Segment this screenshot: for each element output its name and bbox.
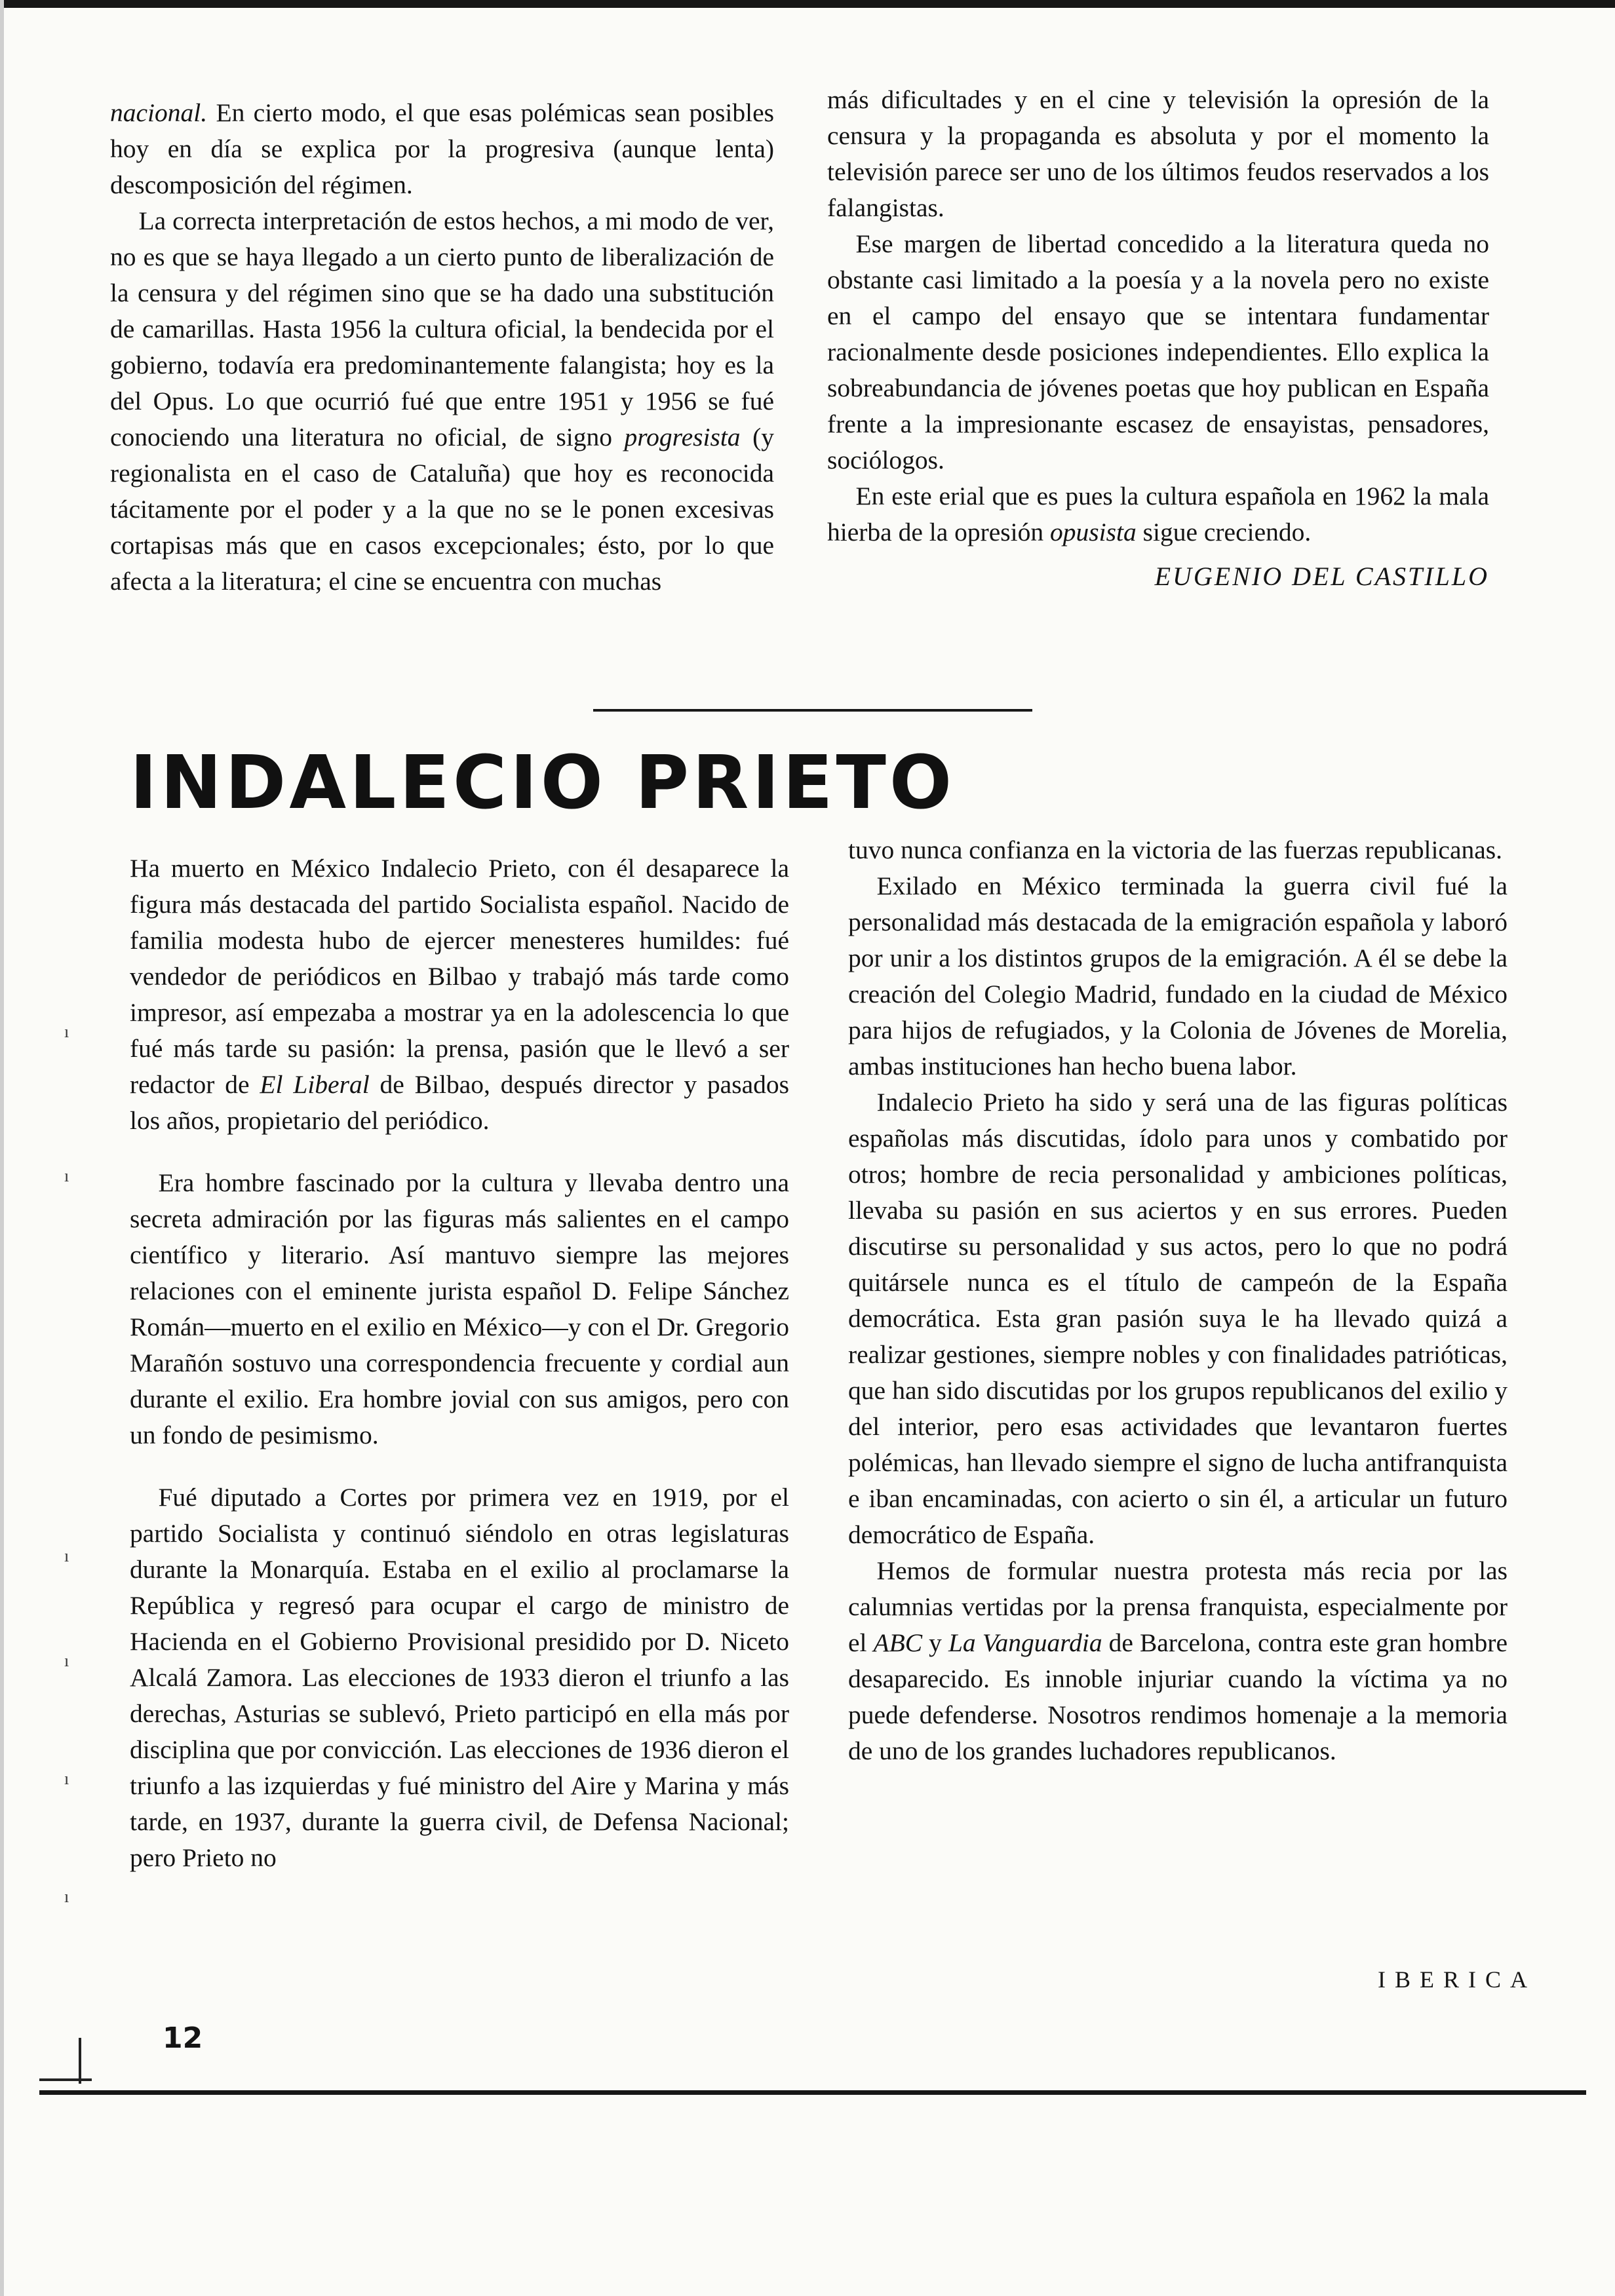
scan-left-edge [0, 0, 4, 2296]
italic-text: progresista [624, 423, 741, 451]
paragraph [130, 1480, 789, 1876]
paragraph-text: (y regionalista en el caso de Cataluña) que hoy es reconocida tácitamente por el poder y a la que no se le ponen excesivas cortapisas más que en casos excepcionales; ésto, por lo que afecta a la literatura; el cine se encuentra con muchas [110, 423, 774, 596]
italic-text: La Vanguardia [948, 1628, 1102, 1657]
binding-mark: ı [64, 1887, 69, 1906]
article-right-column [848, 832, 1508, 1769]
binding-mark: ı [64, 1022, 69, 1041]
italic-text: ABC [873, 1628, 923, 1657]
paragraph-text: En este erial que es pues la cultura española en 1962 la mala hierba de la opresión [827, 482, 1489, 546]
paragraph [848, 868, 1508, 1084]
paragraph-text: La correcta interpretación de estos hechos, a mi modo de ver, no es que se haya llegado a un cierto punto de liberalización de la censura y del régimen sino que se ha dado una substitución de camarillas. Hasta 1956 la cultura oficial, la bendecida por el gobierno, todavía era predominantemente falangista; hoy es la del Opus. Lo que ocurrió fué que entre 1951 y 1956 se fué conociendo una literatura no oficial, de signo [110, 206, 774, 451]
paragraph-text: Ha muerto en México Indalecio Prieto, con él desaparece la figura más destacada del partido Socialista español. Nacido de familia modesta hubo de ejercer menesteres humildes: fué vendedor de periódicos en Bilbao y trabajó más tarde como impresor, así empezaba a mostrar ya en la adolescencia lo que fué más tarde su pasión: la prensa, pasión que le llevó a ser redactor de [130, 854, 789, 1099]
paragraph [110, 95, 774, 203]
paragraph-text: sigue creciendo. [1136, 518, 1312, 546]
crop-mark [39, 2078, 92, 2081]
italic-text: El Liberal [260, 1070, 370, 1099]
paragraph-text: Era hombre fascinado por la cultura y llevaba dentro una secreta admiración por las figuras más salientes en el campo científico y literario. Así mantuvo siempre las mejores relaciones con el eminente jurista español D. Felipe Sánchez Román—muerto en el exilio en México—y con el Dr. Gregorio Marañón sostuvo una correspondencia frecuente y cordial aun durante el exilio. Era hombre jovial con sus amigos, pero con un fondo de pesimismo. [130, 1168, 789, 1449]
paragraph [848, 832, 1508, 868]
paragraph-text: de Barcelona, contra este gran hombre desaparecido. Es innoble injuriar cuando la víctima ya no puede defenderse. Nosotros rendimos homenaje a la memoria de uno de los grandes luchadores republicanos. [848, 1628, 1508, 1765]
binding-mark: ı [64, 1651, 69, 1670]
bottom-rule [39, 2090, 1586, 2095]
paragraph-text: En cierto modo, el que esas polémicas sean posibles hoy en día se explica por la progresiva (aunque lenta) descomposición del régimen. [110, 98, 774, 199]
paragraph-text: Exilado en México terminada la guerra civil fué la personalidad más destacada de la emigración española y laboró por unir a los distintos grupos de la emigración. A él se debe la creación del Colegio Madrid, fundado en la ciudad de México para hijos de refugiados, y la Colonia de Jóvenes de Morelia, ambas instituciones han hecho buena labor. [848, 871, 1508, 1081]
paragraph-text: Ese margen de libertad concedido a la literatura queda no obstante casi limitado a la poesía y a la novela pero no existe en el campo del ensayo que se intentara fundamentar racionalmente desde posiciones independientes. Ello explica la sobreabundancia de jóvenes poetas que hoy publican en España frente a la impresionante escasez de ensayistas, pensadores, sociólogos. [827, 229, 1489, 474]
crop-mark [79, 2038, 81, 2084]
article-left-column [130, 851, 789, 1876]
paragraph [130, 1165, 789, 1453]
binding-mark: ı [64, 1166, 69, 1185]
paragraph [110, 203, 774, 600]
paragraph [848, 1553, 1508, 1769]
paragraph-text: tuvo nunca confianza en la victoria de las fuerzas republicanas. [848, 835, 1503, 864]
paragraph-text: más dificultades y en el cine y televisión la opresión de la censura y la propaganda es absoluta y por el momento la televisión parece ser uno de los últimos feudos reservados a los falangistas. [827, 85, 1489, 222]
binding-mark: ı [64, 1546, 69, 1565]
paragraph [827, 478, 1489, 550]
paragraph [848, 1084, 1508, 1553]
paragraph [827, 82, 1489, 226]
paragraph [130, 851, 789, 1139]
author-signature: EUGENIO DEL CASTILLO [1154, 562, 1489, 591]
page-number: 12 [163, 2021, 203, 2055]
page-top-rule [0, 0, 1615, 8]
section-divider [593, 709, 1032, 712]
magazine-name: IBERICA [1378, 1966, 1536, 1993]
paragraph-text: de Bilbao, después director y pasados los años, propietario del periódico. [130, 1070, 789, 1135]
previous-article-left-column [110, 95, 774, 600]
previous-article-right-column [827, 82, 1489, 594]
paragraph-text: Indalecio Prieto ha sido y será una de las figuras políticas españolas más discutidas, ídolo para unos y combatido por otros; hombre de recia personalidad y ambiciones políticas, llevaba su pasión en sus aciertos y en sus errores. Pueden discutirse su personalidad y sus actos, pero lo que no podrá quitársele nunca es el título de campeón de la España democrática. Esta gran pasión suya le ha llevado quizá a realizar gestiones, siempre nobles y con finalidades patrióticas, que han sido discutidas por los grupos republicanos del exilio y del interior, pero esas actividades que levantaron fuertes polémicas, han llevado siempre el signo de lucha antifranquista e iban encaminadas, con acierto o sin él, a articular un futuro democrático de España. [848, 1088, 1508, 1549]
italic-text: nacional. [110, 98, 208, 127]
italic-text: opusista [1050, 518, 1137, 546]
article-title: INDALECIO PRIETO [130, 740, 956, 826]
paragraph-text: Hemos de formular nuestra protesta más recia por las calumnias vertidas por la prensa franquista, especialmente por el [848, 1556, 1508, 1657]
paragraph [827, 226, 1489, 478]
binding-mark: ı [64, 1769, 69, 1788]
paragraph-text: Fué diputado a Cortes por primera vez en 1919, por el partido Socialista y continuó siéndolo en otras legislaturas durante la Monarquía. Estaba en el exilio al proclamarse la República y regresó para ocupar el cargo de ministro de Hacienda en el Gobierno Provisional presidido por D. Niceto Alcalá Zamora. Las elecciones de 1933 dieron el triunfo a las derechas, Asturias se sublevó, Prieto participó en ella más por disciplina que por convicción. Las elecciones de 1936 dieron el triunfo a las izquierdas y fué ministro del Aire y Marina y más tarde, en 1937, durante la guerra civil, de Defensa Nacional; pero Prieto no [130, 1483, 789, 1872]
paragraph-text: y [922, 1628, 948, 1657]
